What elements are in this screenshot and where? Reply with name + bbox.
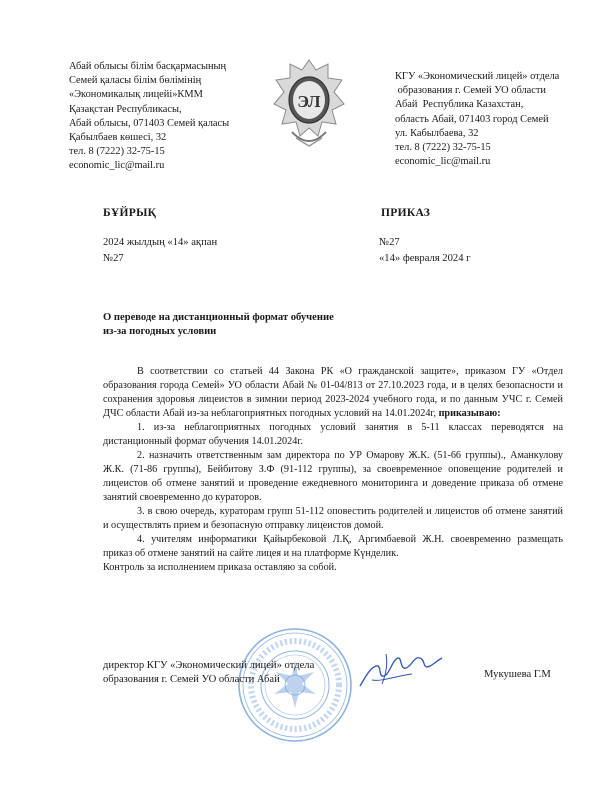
order-date-ru: «14» февраля 2024 г: [379, 253, 471, 264]
body-intro-paragraph: [103, 365, 563, 421]
header-left-line: Қабылбаев көшесі, 32: [69, 132, 167, 144]
order-number-ru: №27: [379, 237, 400, 248]
header-right-line: тел. 8 (7222) 32-75-15: [395, 142, 491, 154]
body-intro: В соответствии со статьей 44 Закона РК «О гражданской защите», приказом ГУ «Отдел образования города Семей» УО области Абай № 01-04/813 от 27.10.2023 года, и в целях безопасности и сохранения здоровья лицеистов в зимнии период 2023-2024 учебного года, и по данным УЧС г. Семей ДЧС области Абай из-за неблагоприятных погодных условий на 14.01.2024г,: [103, 366, 563, 419]
header-left-line: Қазақстан Республикасы,: [69, 103, 182, 115]
header-right: [395, 70, 559, 169]
header-left-line: «Экономикалық лицейі»КММ: [69, 89, 203, 101]
emblem-ribbon-icon: [292, 132, 326, 141]
order-meta-ru: [379, 235, 471, 267]
body-order-word: приказываю:: [438, 408, 501, 419]
body-item-2: 2. назначить ответственным зам директора по УР Омарову Ж.К. (51-66 группы)., Аманкулову Ж.К. (71-86 группы), Бейбитову З.Ф (91-112 группы), за своевременное оповещение родителей и лицеистов об отмене занятий и проведение ежедневного мониторинга и доведение приказа об отмене занятий своевременно до кураторов.: [103, 450, 563, 503]
order-subject: [103, 311, 334, 339]
order-number-kz: №27: [103, 253, 124, 264]
header-right-line: КГУ «Экономический лицей» отдела: [395, 71, 560, 82]
body-item-4: 4. учителям информатики Қайырбековой Л.Қ, Аргимбаевой Ж.Н. своевременно размещать приказ об отмене занятий на сайте лицея и на платформе Күнделик.: [103, 534, 563, 559]
header-left-line: Семей қаласы білім бөлімінің: [69, 75, 202, 87]
order-body: [103, 365, 563, 575]
header-left-email: economic_lic@mail.ru: [69, 160, 165, 172]
order-title-kz: БҰЙРЫҚ: [103, 207, 157, 219]
subject-line-2: из-за погодных условии: [103, 326, 217, 338]
header-left: [69, 60, 229, 174]
header-left-line: Абай облысы, 071403 Семей қаласы: [69, 117, 230, 129]
director-signature-icon: [356, 646, 444, 694]
signature-position: [103, 659, 314, 688]
header-left-line: Абай облысы білім басқармасының: [69, 61, 227, 72]
header-right-line: область Абай, 071403 город Семей: [395, 113, 549, 125]
body-control: Контроль за исполнением приказа оставляю за собой.: [103, 562, 337, 573]
body-item-1: 1. из-за неблагоприятных погодных условий занятия в 5-11 классах переводятся на дистанционный формат обучения 14.01.2024г.: [103, 422, 563, 447]
order-meta-kz: [103, 235, 217, 267]
lyceum-emblem: [272, 58, 346, 150]
header-left-line: тел. 8 (7222) 32-75-15: [69, 146, 165, 158]
header-right-email: economic_lic@mail.ru: [395, 156, 491, 168]
signatory-name: Мукушева Г.М: [484, 669, 551, 680]
header-right-line: ул. Кабылбаева, 32: [395, 127, 479, 139]
header-right-line: образования г. Семей УО области: [395, 85, 546, 97]
order-date-kz: 2024 жылдың «14» ақпан: [103, 237, 218, 248]
signature-position-line-1: директор КГУ «Экономический лицей» отдела: [103, 660, 315, 671]
emblem-letters: ЭЛ: [297, 92, 321, 111]
subject-line-1: О переводе на дистанционный формат обучение: [103, 312, 334, 323]
header-right-line: Абай Республика Казахстан,: [395, 99, 524, 111]
order-title-ru: ПРИКАЗ: [381, 207, 431, 219]
signature-position-line-2: образования г. Семей УО области Абай: [103, 674, 280, 686]
body-item-3: 3. в свою очередь, кураторам групп 51-112 оповестить родителей и лицеистов об отмене занятий и осуществлять прием и безопасную отправку лицеистов домой.: [103, 506, 563, 531]
